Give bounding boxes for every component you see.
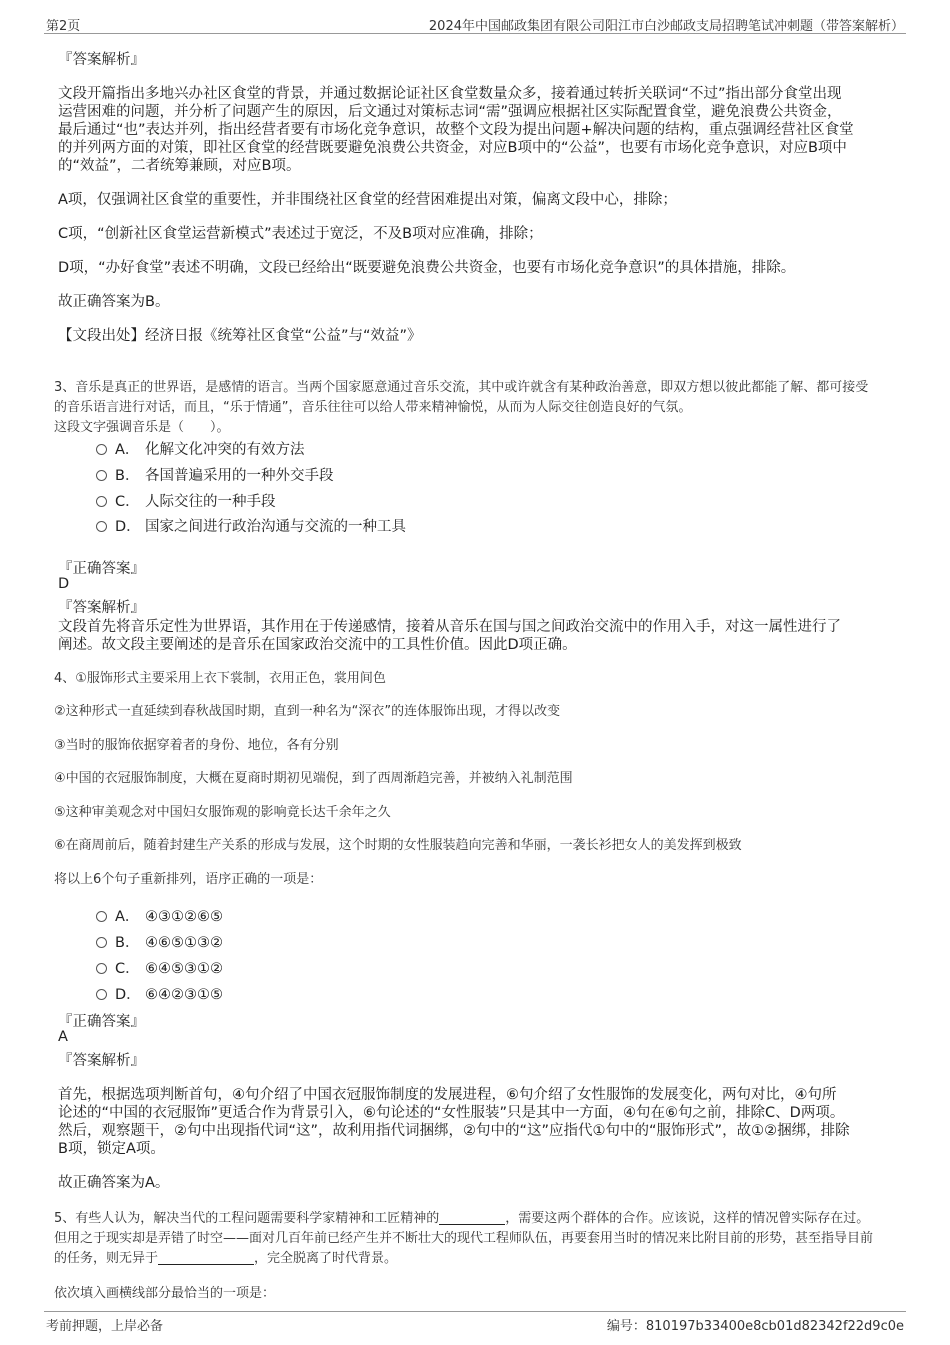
q3-analysis-line: 阐述。故文段主要阐述的是音乐在国家政治交流中的工具性价值。因此D项正确。	[58, 637, 577, 653]
q4-sentence: 4、①服饰形式主要采用上衣下裳制，衣用正色，裳用间色	[54, 671, 386, 686]
q4-analysis-line: 然后，观察题干，②句中出现指代词“这”，故利用指代词捆绑，②句中的“这”应指代①句中的“服饰形式”，故①②捆绑，排除	[58, 1123, 850, 1139]
option-letter: D．	[115, 519, 141, 535]
footer-code	[607, 1315, 904, 1334]
q2-option-d-note: D项，“办好食堂”表述不明确，文段已经给出“既要避免浪费公共资金，也要有市场化竞争意识”的具体措施，排除。	[58, 260, 796, 276]
option-text: 各国普遍采用的一种外交手段	[145, 468, 334, 484]
radio-icon[interactable]	[96, 989, 107, 1000]
header-divider	[44, 33, 906, 34]
option-letter: C．	[115, 961, 140, 977]
q5-stem-line	[54, 1247, 397, 1266]
radio-icon[interactable]	[96, 496, 107, 507]
q4-answer: A	[58, 1029, 68, 1045]
q4-option-b[interactable]	[96, 931, 223, 952]
q2-analysis-line: 的并列两方面的对策，即社区食堂的经营既要避免浪费公共资金，对应B项中的“公益”，也要有市场化竞争意识，对应B项中	[58, 140, 847, 156]
q5-blank-2[interactable]	[158, 1250, 254, 1265]
q2-conclusion: 故正确答案为B。	[58, 294, 170, 310]
q2-option-c-note: C项，“创新社区食堂运营新模式”表述过于宽泛，不及B项对应准确，排除；	[58, 226, 543, 242]
q4-answer-title: 『正确答案』	[58, 1014, 145, 1030]
q4-analysis-line: B项，锁定A项。	[58, 1141, 165, 1157]
q4-analysis-title: 『答案解析』	[58, 1053, 145, 1069]
q5-blank-1[interactable]	[439, 1210, 505, 1225]
q3-analysis-line: 文段首先将音乐定性为世界语，其作用在于传递感情，接着从音乐在国与国之间政治交流中的作用入手，对这一属性进行了	[58, 619, 841, 635]
option-letter: D．	[115, 987, 141, 1003]
q4-sentence: ⑤这种审美观念对中国妇女服饰观的影响竟长达千余年之久	[54, 805, 391, 820]
q5-text: 5、有些人认为，解决当代的工程问题需要科学家精神和工匠精神的	[54, 1211, 440, 1226]
q3-analysis-title: 『答案解析』	[58, 600, 145, 616]
q3-option-a[interactable]	[96, 438, 305, 459]
q3-stem-line: 3、音乐是真正的世界语，是感情的语言。当两个国家愿意通过音乐交流，其中或许就含有某种政治善意，即双方想以彼此都能了解、都可接受	[54, 380, 869, 395]
radio-icon[interactable]	[96, 963, 107, 974]
q2-option-a-note: A项，仅强调社区食堂的重要性，并非围绕社区食堂的经营困难提出对策，偏离文段中心，排除；	[58, 192, 677, 208]
q4-sentence: ⑥在商周前后，随着封建生产关系的形成与发展，这个时期的女性服装趋向完善和华丽，一袭长衫把女人的美发挥到极致	[54, 838, 742, 853]
q4-prompt: 将以上6个句子重新排列，语序正确的一项是：	[54, 872, 323, 887]
footer-code-value: 810197b33400e8cb01d82342f22d9c0e	[645, 1319, 904, 1334]
q2-source: 【文段出处】经济日报《统筹社区食堂“公益”与“效益”》	[58, 328, 422, 344]
q4-analysis-line: 论述的“中国的衣冠服饰”更适合作为背景引入，⑥句论述的“女性服装”只是其中一方面，④句在⑥句之前，排除C、D两项。	[58, 1105, 845, 1121]
page-number: 第2页	[46, 19, 81, 34]
q5-stem-line: 但用之于现实却是弄错了时空——面对几百年前已经产生并不断壮大的现代工程师队伍，再要套用当时的情况来比附目前的形势，甚至指导目前	[54, 1231, 874, 1246]
option-text: ⑥④⑤③①②	[145, 961, 223, 977]
q3-option-b[interactable]	[96, 464, 334, 485]
q5-prompt: 依次填入画横线部分最恰当的一项是：	[54, 1286, 276, 1301]
document-title: 2024年中国邮政集团有限公司阳江市白沙邮政支局招聘笔试冲刺题（带答案解析）	[428, 19, 904, 34]
q4-analysis-line: 首先，根据选项判断首句，④句介绍了中国衣冠服饰制度的发展进程，⑥句介绍了女性服饰的发展变化，两句对比，④句所	[58, 1087, 837, 1103]
radio-icon[interactable]	[96, 444, 107, 455]
option-text: ④③①②⑥⑤	[145, 909, 223, 925]
q4-sentence: ③当时的服饰依据穿着者的身份、地位，各有分别	[54, 738, 339, 753]
q2-analysis-line: 的“效益”，二者统筹兼顾，对应B项。	[58, 158, 301, 174]
option-letter: A．	[115, 909, 140, 925]
radio-icon[interactable]	[96, 911, 107, 922]
option-text: ⑥④②③①⑤	[145, 987, 223, 1003]
q4-option-a[interactable]	[96, 905, 223, 926]
q4-sentence: ②这种形式一直延续到春秋战国时期，直到一种名为“深衣”的连体服饰出现，才得以改变	[54, 704, 561, 719]
option-letter: A．	[115, 442, 140, 458]
option-text: 化解文化冲突的有效方法	[145, 442, 305, 458]
footer-divider	[44, 1311, 906, 1312]
q2-analysis-line: 最后通过“也”表达并列，指出经营者要有市场化竞争意识，故整个文段为提出问题+解决问题的结构，重点强调经营社区食堂	[58, 122, 854, 138]
radio-icon[interactable]	[96, 521, 107, 532]
radio-icon[interactable]	[96, 470, 107, 481]
q4-sentence: ④中国的衣冠服饰制度，大概在夏商时期初见端倪，到了西周渐趋完善，并被纳入礼制范围	[54, 771, 573, 786]
radio-icon[interactable]	[96, 937, 107, 948]
option-letter: B．	[115, 935, 140, 951]
option-text: 国家之间进行政治沟通与交流的一种工具	[145, 519, 406, 535]
q3-answer-title: 『正确答案』	[58, 561, 145, 577]
q5-stem-line	[54, 1207, 869, 1226]
q2-analysis-title: 『答案解析』	[58, 52, 145, 68]
option-text: ④⑥⑤①③②	[145, 935, 223, 951]
q3-answer: D	[58, 576, 70, 592]
q3-stem-line: 的音乐语言进行对话，而且，“乐于情通”，音乐往往可以给人带来精神愉悦，从而为人际交往创造良好的气氛。	[54, 400, 692, 415]
footer-slogan: 考前押题，上岸必备	[46, 1319, 164, 1334]
q4-option-d[interactable]	[96, 983, 223, 1004]
q5-text: ，需要这两个群体的合作。应该说，这样的情况曾实际存在过。	[505, 1211, 870, 1226]
q3-stem-line: 这段文字强调音乐是（ ）。	[54, 420, 230, 435]
option-letter: C．	[115, 494, 140, 510]
q2-analysis-line: 文段开篇指出多地兴办社区食堂的背景，并通过数据论证社区食堂数量众多，接着通过转折关联词“不过”指出部分食堂出现	[58, 86, 842, 102]
q5-text: 的任务，则无异于	[54, 1251, 159, 1266]
q4-conclusion: 故正确答案为A。	[58, 1175, 170, 1191]
option-letter: B．	[115, 468, 140, 484]
footer-code-label: 编号：	[606, 1319, 646, 1334]
q5-text: ，完全脱离了时代背景。	[254, 1251, 398, 1266]
q2-analysis-line: 运营困难的问题，并分析了问题产生的原因，后文通过对策标志词“需”强调应根据社区实际配置食堂，避免浪费公共资金，	[58, 104, 842, 120]
q3-option-c[interactable]	[96, 490, 276, 511]
q4-option-c[interactable]	[96, 957, 223, 978]
option-text: 人际交往的一种手段	[145, 494, 276, 510]
q3-option-d[interactable]	[96, 515, 406, 536]
